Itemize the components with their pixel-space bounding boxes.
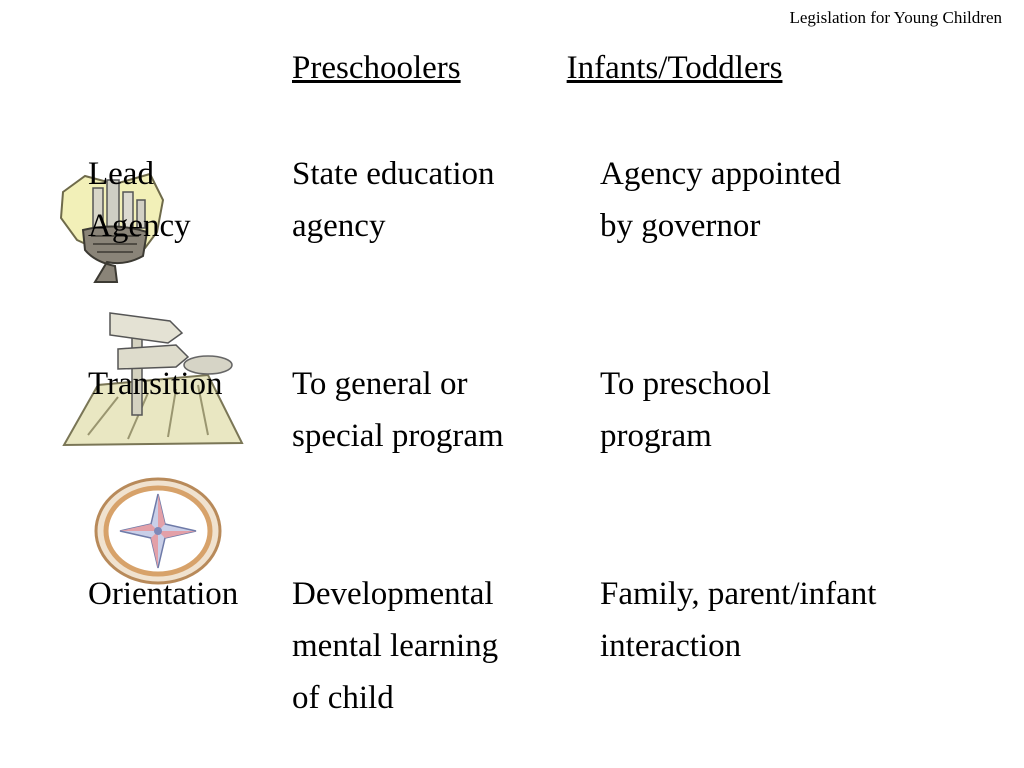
cell-transition-preschoolers <box>292 358 504 462</box>
column-header-infants: Infants/Toddlers <box>566 50 783 86</box>
cell-line: program <box>600 418 712 454</box>
row-label-orientation <box>88 568 238 620</box>
cell-line: State education <box>292 156 495 192</box>
cell-orientation-preschoolers <box>292 568 498 724</box>
cell-line: of child <box>292 680 394 716</box>
cell-line: agency <box>292 208 386 244</box>
row-label-line: Transition <box>88 366 223 402</box>
cell-line: by governor <box>600 208 761 244</box>
row-label-transition <box>88 358 222 410</box>
cell-line: Agency appointed <box>600 156 842 192</box>
slide-header-title: Legislation for Young Children <box>789 8 1002 27</box>
cell-line: mental learning <box>292 628 499 664</box>
column-headers <box>292 50 782 87</box>
cell-orientation-infants <box>600 568 876 672</box>
cell-line: To preschool <box>600 366 771 402</box>
cell-transition-infants <box>600 358 771 462</box>
cell-line: Family, parent/infant <box>600 576 877 612</box>
row-label-line: Agency <box>88 208 191 244</box>
cell-line: Developmental <box>292 576 494 612</box>
row-label-lead-agency <box>88 148 191 252</box>
cell-lead-agency-infants <box>600 148 841 252</box>
cell-line: special program <box>292 418 504 454</box>
row-label-line: Lead <box>88 156 154 192</box>
cell-line: To general or <box>292 366 468 402</box>
row-label-line: Orientation <box>88 576 239 612</box>
column-header-preschoolers: Preschoolers <box>292 50 461 86</box>
cell-line: interaction <box>600 628 742 664</box>
cell-lead-agency-preschoolers <box>292 148 495 252</box>
